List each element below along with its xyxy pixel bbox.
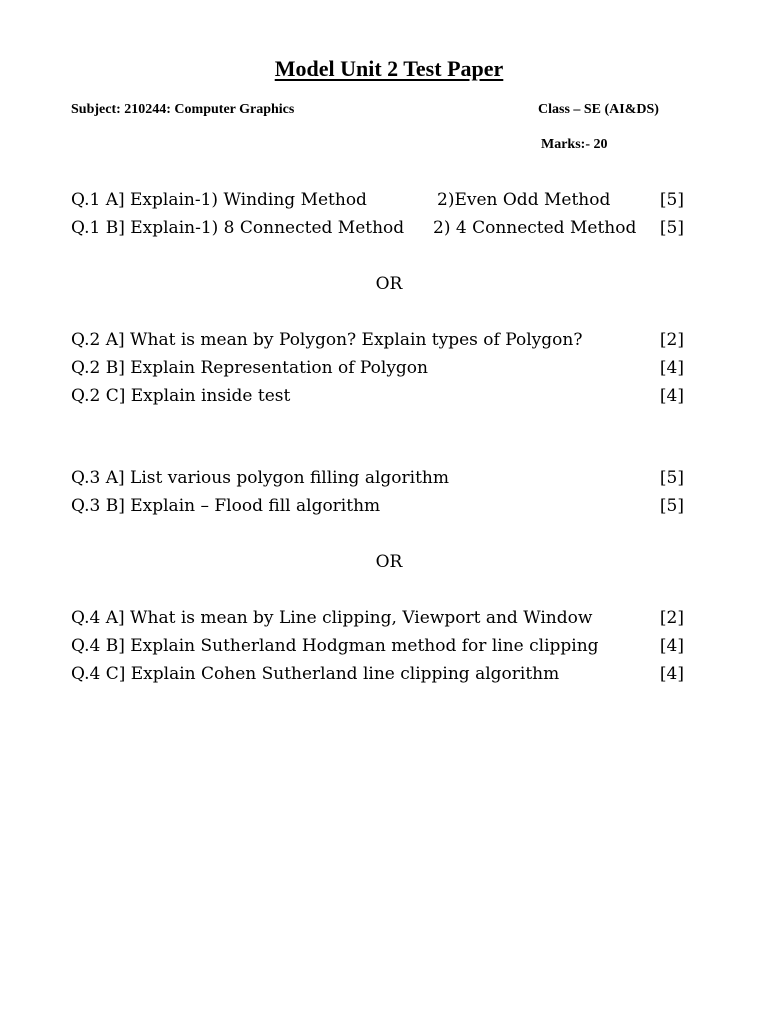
- question-text: Q.2 C] Explain inside test: [71, 386, 291, 406]
- question-marks: [4]: [659, 636, 684, 656]
- question-marks: [2]: [659, 608, 684, 628]
- question-marks: [5]: [659, 190, 684, 210]
- question-marks: [2]: [659, 330, 684, 350]
- class-line: Class – SE (AI&DS): [538, 102, 659, 117]
- or-separator: OR: [375, 552, 403, 572]
- question-q4a: [71, 606, 684, 630]
- question-text: Q.4 C] Explain Cohen Sutherland line clipping algorithm: [71, 664, 560, 684]
- question-text-part2: 2)Even Odd Method: [437, 190, 611, 210]
- question-marks: [4]: [659, 386, 684, 406]
- question-q2c: [71, 384, 684, 408]
- question-q3a: [71, 466, 684, 490]
- question-marks: [4]: [659, 664, 684, 684]
- question-text: Q.1 A] Explain-1) Winding Method: [71, 190, 367, 210]
- question-marks: [4]: [659, 358, 684, 378]
- question-text: Q.2 B] Explain Representation of Polygon: [71, 358, 428, 378]
- question-q2a: [71, 328, 684, 352]
- question-text: Q.4 B] Explain Sutherland Hodgman method for line clipping: [71, 636, 599, 656]
- question-q2b: [71, 356, 684, 380]
- or-separator: OR: [375, 274, 403, 294]
- question-text: Q.1 B] Explain-1) 8 Connected Method: [71, 218, 405, 238]
- question-text: Q.3 B] Explain – Flood fill algorithm: [71, 496, 381, 516]
- question-text: Q.3 A] List various polygon filling algorithm: [71, 468, 449, 488]
- question-marks: [5]: [659, 468, 684, 488]
- paper-title: Model Unit 2 Test Paper: [274, 56, 504, 81]
- question-marks: [5]: [659, 496, 684, 516]
- question-q3b: [71, 494, 684, 518]
- question-q4b: [71, 634, 684, 658]
- subject-line: Subject: 210244: Computer Graphics: [71, 102, 295, 117]
- question-q1a: [71, 188, 684, 212]
- question-marks: [5]: [659, 218, 684, 238]
- total-marks: Marks:- 20: [541, 137, 608, 152]
- question-q4c: [71, 662, 684, 686]
- question-text: Q.2 A] What is mean by Polygon? Explain types of Polygon?: [71, 330, 583, 350]
- question-text-part2: 2) 4 Connected Method: [433, 218, 637, 238]
- question-text: Q.4 A] What is mean by Line clipping, Viewport and Window: [71, 608, 593, 628]
- question-q1b: [71, 216, 684, 240]
